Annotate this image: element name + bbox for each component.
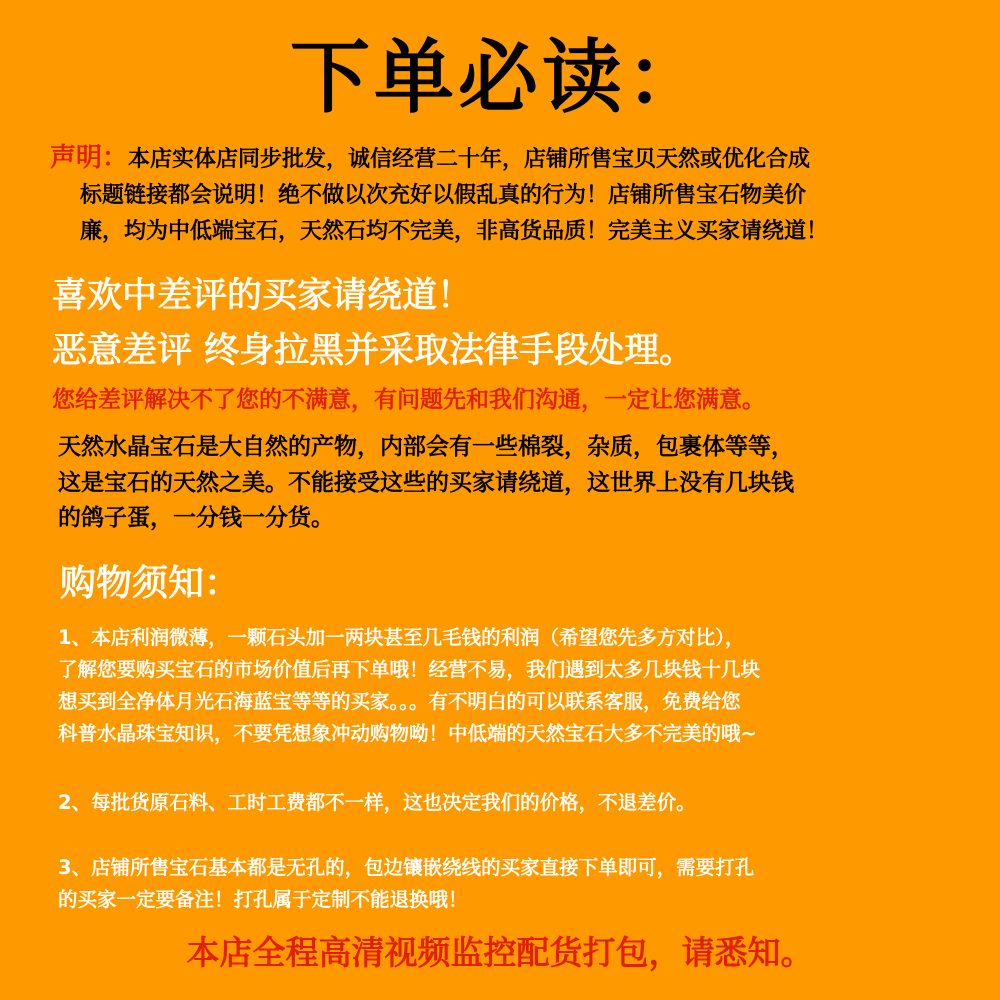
- shopping-rule-2: [58, 787, 993, 819]
- crystal-note-line: 天然水晶宝石是大自然的产物，内部会有一些棉裂，杂质，包裹体等等，: [58, 434, 794, 460]
- rule-line: 的买家一定要备注！打孔属于定制不能退换哦！: [58, 888, 468, 911]
- rule-line: 了解您要购买宝石的市场价值后再下单哦！经营不易，我们遇到太多几块钱十几块: [58, 658, 761, 681]
- store-declaration: [50, 140, 990, 250]
- video-monitoring-footer: 本店全程高清视频监控配货打包，请悉知。: [186, 933, 814, 972]
- bad-review-warning-2: 恶意差评 终身拉黑并采取法律手段处理。: [52, 331, 695, 371]
- crystal-note-line: 这是宝石的天然之美。不能接受这些的买家请绕道，这世界上没有几块钱: [58, 469, 794, 496]
- declaration-line-2: 标题链接都会说明！绝不做以次充好以假乱真的行为！店铺所售宝石物美价: [80, 183, 807, 208]
- natural-crystal-note: [58, 430, 988, 537]
- rule-line: 想买到全净体月光石海蓝宝等等的买家。。。有不明白的可以联系客服，免费给您: [58, 690, 741, 713]
- declaration-line-3: 廉，均为中低端宝石，天然石均不完美，非高货品质！完美主义买家请绕道！: [80, 219, 829, 244]
- crystal-note-line: 的鸽子蛋，一分钱一分货。: [58, 505, 334, 531]
- bad-review-warning-1: 喜欢中差评的买家请绕道！: [52, 276, 473, 316]
- declaration-line-1: [50, 140, 990, 178]
- rule-line: 科普水晶珠宝知识，不要凭想象冲动购物呦！中低端的天然宝石大多不完美的哦~: [58, 722, 757, 745]
- shopping-rule-3: [58, 852, 993, 916]
- page-title: 下单必读：: [290, 31, 710, 124]
- declaration-text-1: 本店实体店同步批发，诚信经营二十年，店铺所售宝贝天然或优化合成: [128, 147, 811, 172]
- rule-line: 3、店铺所售宝石基本都是无孔的，包边镶嵌绕线的买家直接下单即可，需要打孔: [58, 856, 755, 879]
- communication-note: 您给差评解决不了您的不满意，有问题先和我们沟通，一定让您满意。: [52, 387, 765, 413]
- shopping-rule-1: [58, 622, 993, 750]
- rule-line: 1、本店利润微薄，一颗石头加一两块甚至几毛钱的利润（希望您先多方对比），: [58, 626, 745, 649]
- declaration-tag: 声明：: [50, 143, 129, 173]
- rule-line: 2、每批货原石料、工时工费都不一样，这也决定我们的价格，不退差价。: [58, 791, 696, 814]
- shopping-notice-title: 购物须知：: [60, 563, 241, 604]
